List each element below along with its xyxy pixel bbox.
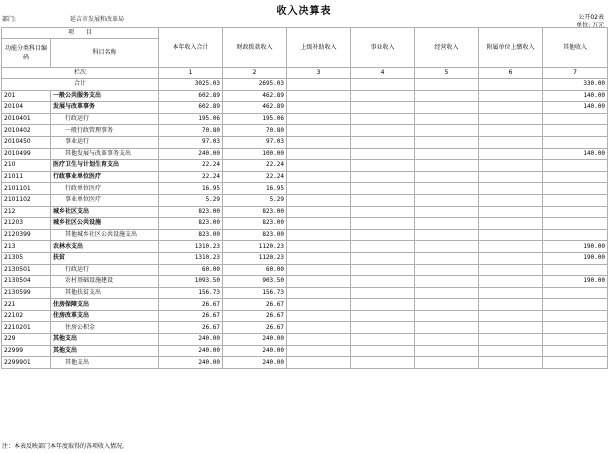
table-row [2, 310, 608, 322]
total-value [287, 79, 351, 91]
row-name: 发展与改革事务 [51, 102, 159, 114]
row-value [351, 148, 415, 160]
row-value [415, 125, 479, 137]
row-value: 462.89 [223, 102, 287, 114]
row-value: 195.06 [159, 113, 223, 125]
row-code: 21011 [2, 171, 51, 183]
row-value [287, 287, 351, 299]
row-value [543, 287, 608, 299]
row-value [479, 229, 543, 241]
row-value [415, 357, 479, 369]
row-value [287, 148, 351, 160]
row-value: 26.67 [223, 310, 287, 322]
row-value [479, 206, 543, 218]
table-row [2, 252, 608, 264]
row-name: 行政运行 [51, 113, 159, 125]
total-value [479, 79, 543, 91]
row-value [415, 252, 479, 264]
row-code: 2010499 [2, 148, 51, 160]
row-value: 156.73 [223, 287, 287, 299]
row-value: 22.24 [159, 160, 223, 172]
row-value: 190.00 [543, 252, 608, 264]
row-value: 60.00 [223, 264, 287, 276]
row-value: 240.00 [223, 345, 287, 357]
row-name: 行政事业单位医疗 [51, 171, 159, 183]
row-value [479, 241, 543, 253]
table-row [2, 299, 608, 311]
row-value [287, 160, 351, 172]
row-value: 240.00 [159, 357, 223, 369]
row-value [479, 252, 543, 264]
row-value [287, 183, 351, 195]
table-note: 注：本表反映部门本年度取得的各项收入情况。 [2, 443, 129, 450]
table-row [2, 194, 608, 206]
col-number: 5 [415, 68, 479, 79]
row-value: 240.00 [159, 345, 223, 357]
row-name: 住房保障支出 [51, 299, 159, 311]
row-value [287, 322, 351, 334]
row-name: 扶贫 [51, 252, 159, 264]
row-value: 240.00 [159, 148, 223, 160]
row-value [351, 113, 415, 125]
row-value [415, 299, 479, 311]
table-row [2, 322, 608, 334]
row-value [287, 241, 351, 253]
row-value [479, 148, 543, 160]
row-value [543, 160, 608, 172]
row-value [287, 229, 351, 241]
row-value: 16.95 [159, 183, 223, 195]
row-code: 21305 [2, 252, 51, 264]
col-number: 2 [223, 68, 287, 79]
row-value: 140.00 [543, 148, 608, 160]
row-value [479, 334, 543, 346]
row-name: 城乡社区公共设施 [51, 218, 159, 230]
row-value [287, 345, 351, 357]
row-value [543, 125, 608, 137]
row-value [287, 206, 351, 218]
row-value [351, 102, 415, 114]
table-row [2, 218, 608, 230]
row-value [415, 345, 479, 357]
row-value: 70.80 [159, 125, 223, 137]
row-value [287, 264, 351, 276]
col-number: 7 [543, 68, 608, 79]
row-value [479, 299, 543, 311]
row-value: 190.00 [543, 241, 608, 253]
row-value [415, 334, 479, 346]
row-value [415, 229, 479, 241]
row-value [415, 90, 479, 102]
header-xiangmu: 项 目 [2, 28, 159, 39]
row-name: 其他扶贫支出 [51, 287, 159, 299]
row-name: 事业运行 [51, 136, 159, 148]
row-value [351, 357, 415, 369]
row-name: 其他发展与改革事务支出 [51, 148, 159, 160]
row-value [479, 287, 543, 299]
department-name: 延吉市发展和改革局 [70, 16, 125, 23]
total-label: 合计 [2, 79, 159, 91]
row-value [415, 322, 479, 334]
row-value: 26.67 [223, 299, 287, 311]
row-value [287, 90, 351, 102]
row-value [543, 322, 608, 334]
row-value: 5.29 [159, 194, 223, 206]
row-code: 212 [2, 206, 51, 218]
row-value [543, 136, 608, 148]
row-value: 22.24 [223, 171, 287, 183]
row-value [415, 136, 479, 148]
row-value [543, 264, 608, 276]
row-value [287, 357, 351, 369]
department-label: 部门: [2, 16, 17, 23]
row-value [543, 345, 608, 357]
row-value [351, 334, 415, 346]
row-value [415, 206, 479, 218]
table-row [2, 171, 608, 183]
row-value [479, 102, 543, 114]
row-index-label: 栏次 [2, 68, 159, 79]
row-value: 97.03 [159, 136, 223, 148]
row-value [543, 194, 608, 206]
row-value [479, 310, 543, 322]
row-value: 26.67 [159, 310, 223, 322]
table-row [2, 241, 608, 253]
row-code: 2010402 [2, 125, 51, 137]
row-value [479, 171, 543, 183]
table-row [2, 229, 608, 241]
row-value [415, 287, 479, 299]
col-header-7: 其他收入 [543, 28, 608, 68]
total-value [351, 79, 415, 91]
row-value [415, 264, 479, 276]
row-value [287, 171, 351, 183]
row-value [479, 136, 543, 148]
row-value [287, 276, 351, 288]
row-value [351, 206, 415, 218]
col-header-2: 财政拨款收入 [223, 28, 287, 68]
col-number: 3 [287, 68, 351, 79]
row-value: 1310.23 [159, 241, 223, 253]
row-name: 事业单位医疗 [51, 194, 159, 206]
table-row [2, 357, 608, 369]
col-number: 1 [159, 68, 223, 79]
table-row [2, 183, 608, 195]
col-header-5: 经营收入 [415, 28, 479, 68]
row-value [543, 113, 608, 125]
form-id: 公开02表 [578, 14, 604, 21]
row-value [287, 310, 351, 322]
row-value [351, 276, 415, 288]
table-row [2, 125, 608, 137]
table-row [2, 90, 608, 102]
row-value [543, 218, 608, 230]
income-table [1, 27, 608, 369]
row-code: 2120399 [2, 229, 51, 241]
row-value [351, 345, 415, 357]
row-value [543, 310, 608, 322]
row-code: 229 [2, 334, 51, 346]
row-value [287, 113, 351, 125]
row-value [351, 194, 415, 206]
row-name: 农村基础设施建设 [51, 276, 159, 288]
table-row [2, 136, 608, 148]
row-value [351, 299, 415, 311]
row-value [479, 322, 543, 334]
row-code: 22102 [2, 310, 51, 322]
row-value [287, 334, 351, 346]
report-title: 收入决算表 [276, 6, 332, 17]
row-value: 1310.23 [159, 252, 223, 264]
row-value [415, 171, 479, 183]
row-value: 823.00 [159, 218, 223, 230]
row-value [351, 241, 415, 253]
col-header-4: 事业收入 [351, 28, 415, 68]
table-row [2, 148, 608, 160]
row-value [351, 136, 415, 148]
row-value [415, 276, 479, 288]
row-value: 26.67 [159, 322, 223, 334]
row-value: 462.89 [223, 90, 287, 102]
table-row [2, 345, 608, 357]
row-name: 住房改革支出 [51, 310, 159, 322]
row-value: 823.00 [223, 206, 287, 218]
row-value [415, 102, 479, 114]
row-code: 2299901 [2, 357, 51, 369]
row-code: 221 [2, 299, 51, 311]
row-code: 2130504 [2, 276, 51, 288]
row-value: 190.00 [543, 276, 608, 288]
row-value: 823.00 [223, 218, 287, 230]
row-value: 823.00 [159, 229, 223, 241]
table-row [2, 113, 608, 125]
row-value: 100.00 [223, 148, 287, 160]
row-value: 5.29 [223, 194, 287, 206]
row-value: 1093.50 [159, 276, 223, 288]
col-number: 6 [479, 68, 543, 79]
row-name: 行政单位医疗 [51, 183, 159, 195]
row-value [479, 160, 543, 172]
col-header-3: 上级补助收入 [287, 28, 351, 68]
row-value: 97.03 [223, 136, 287, 148]
row-value [415, 183, 479, 195]
row-name: 其他支出 [51, 345, 159, 357]
row-value: 22.24 [159, 171, 223, 183]
row-code: 2101102 [2, 194, 51, 206]
row-value: 60.00 [159, 264, 223, 276]
row-value [479, 194, 543, 206]
total-value: 3025.03 [159, 79, 223, 91]
table-row [2, 206, 608, 218]
row-value [351, 160, 415, 172]
row-code: 213 [2, 241, 51, 253]
row-value: 22.24 [223, 160, 287, 172]
row-value: 70.80 [223, 125, 287, 137]
row-value [351, 287, 415, 299]
row-value: 156.73 [159, 287, 223, 299]
row-name: 城乡社区支出 [51, 206, 159, 218]
row-value [351, 183, 415, 195]
row-value [415, 310, 479, 322]
col-header-6: 附属单位上缴收入 [479, 28, 543, 68]
row-value [287, 125, 351, 137]
row-value [479, 276, 543, 288]
row-value: 1120.23 [223, 241, 287, 253]
row-value [479, 345, 543, 357]
row-value [543, 183, 608, 195]
row-value [351, 125, 415, 137]
row-code: 2210201 [2, 322, 51, 334]
header-item-name: 科目名称 [51, 39, 159, 68]
table-row [2, 264, 608, 276]
row-value: 240.00 [159, 334, 223, 346]
row-value: 195.06 [223, 113, 287, 125]
row-value [543, 206, 608, 218]
row-value [287, 136, 351, 148]
row-code: 21203 [2, 218, 51, 230]
row-value [543, 171, 608, 183]
row-value: 602.89 [159, 102, 223, 114]
row-code: 2130599 [2, 287, 51, 299]
row-value [287, 299, 351, 311]
row-value [287, 252, 351, 264]
row-value: 140.00 [543, 90, 608, 102]
row-value [287, 194, 351, 206]
row-value [415, 148, 479, 160]
row-value [351, 229, 415, 241]
row-value [479, 90, 543, 102]
row-name: 其他支出 [51, 357, 159, 369]
row-value [415, 194, 479, 206]
unit-label: 单位: 万元 [576, 22, 604, 29]
row-value [415, 241, 479, 253]
row-value [287, 102, 351, 114]
row-value [479, 264, 543, 276]
row-value [543, 229, 608, 241]
row-value [351, 218, 415, 230]
total-value: 330.00 [543, 79, 608, 91]
row-value [287, 218, 351, 230]
row-name: 医疗卫生与计划生育支出 [51, 160, 159, 172]
col-header-1: 本年收入合计 [159, 28, 223, 68]
row-value: 240.00 [223, 334, 287, 346]
row-code: 20104 [2, 102, 51, 114]
row-name: 一般行政管理事务 [51, 125, 159, 137]
row-name: 住房公积金 [51, 322, 159, 334]
row-value [479, 125, 543, 137]
total-value [415, 79, 479, 91]
row-value [351, 264, 415, 276]
total-value: 2695.03 [223, 79, 287, 91]
row-code: 210 [2, 160, 51, 172]
row-value: 1120.23 [223, 252, 287, 264]
row-code: 2010401 [2, 113, 51, 125]
row-value [415, 218, 479, 230]
row-value [351, 322, 415, 334]
table-row [2, 102, 608, 114]
row-name: 其他支出 [51, 334, 159, 346]
row-code: 2010450 [2, 136, 51, 148]
row-value [543, 357, 608, 369]
row-code: 22999 [2, 345, 51, 357]
row-value [415, 113, 479, 125]
row-name: 其他城乡社区公共设施支出 [51, 229, 159, 241]
col-number: 4 [351, 68, 415, 79]
table-row [2, 334, 608, 346]
table-row [2, 276, 608, 288]
row-code: 201 [2, 90, 51, 102]
row-value [543, 334, 608, 346]
row-value [351, 171, 415, 183]
row-value: 903.50 [223, 276, 287, 288]
row-value [415, 160, 479, 172]
row-value: 240.00 [223, 357, 287, 369]
row-name: 农林水支出 [51, 241, 159, 253]
row-value [479, 113, 543, 125]
row-value [351, 252, 415, 264]
row-value [351, 90, 415, 102]
row-name: 行政运行 [51, 264, 159, 276]
table-row [2, 287, 608, 299]
row-code: 2101101 [2, 183, 51, 195]
row-value [479, 183, 543, 195]
row-value: 16.95 [223, 183, 287, 195]
row-code: 2130501 [2, 264, 51, 276]
row-value [479, 218, 543, 230]
table-row [2, 160, 608, 172]
row-value: 26.67 [223, 322, 287, 334]
header-func-code: 功能分类科目编码 [2, 39, 51, 68]
row-value: 140.00 [543, 102, 608, 114]
row-value [479, 357, 543, 369]
row-value: 26.67 [159, 299, 223, 311]
total-row [2, 79, 608, 91]
row-value: 823.00 [223, 229, 287, 241]
row-name: 一般公共服务支出 [51, 90, 159, 102]
row-value: 823.00 [159, 206, 223, 218]
row-value: 602.89 [159, 90, 223, 102]
row-value [351, 310, 415, 322]
row-value [543, 299, 608, 311]
